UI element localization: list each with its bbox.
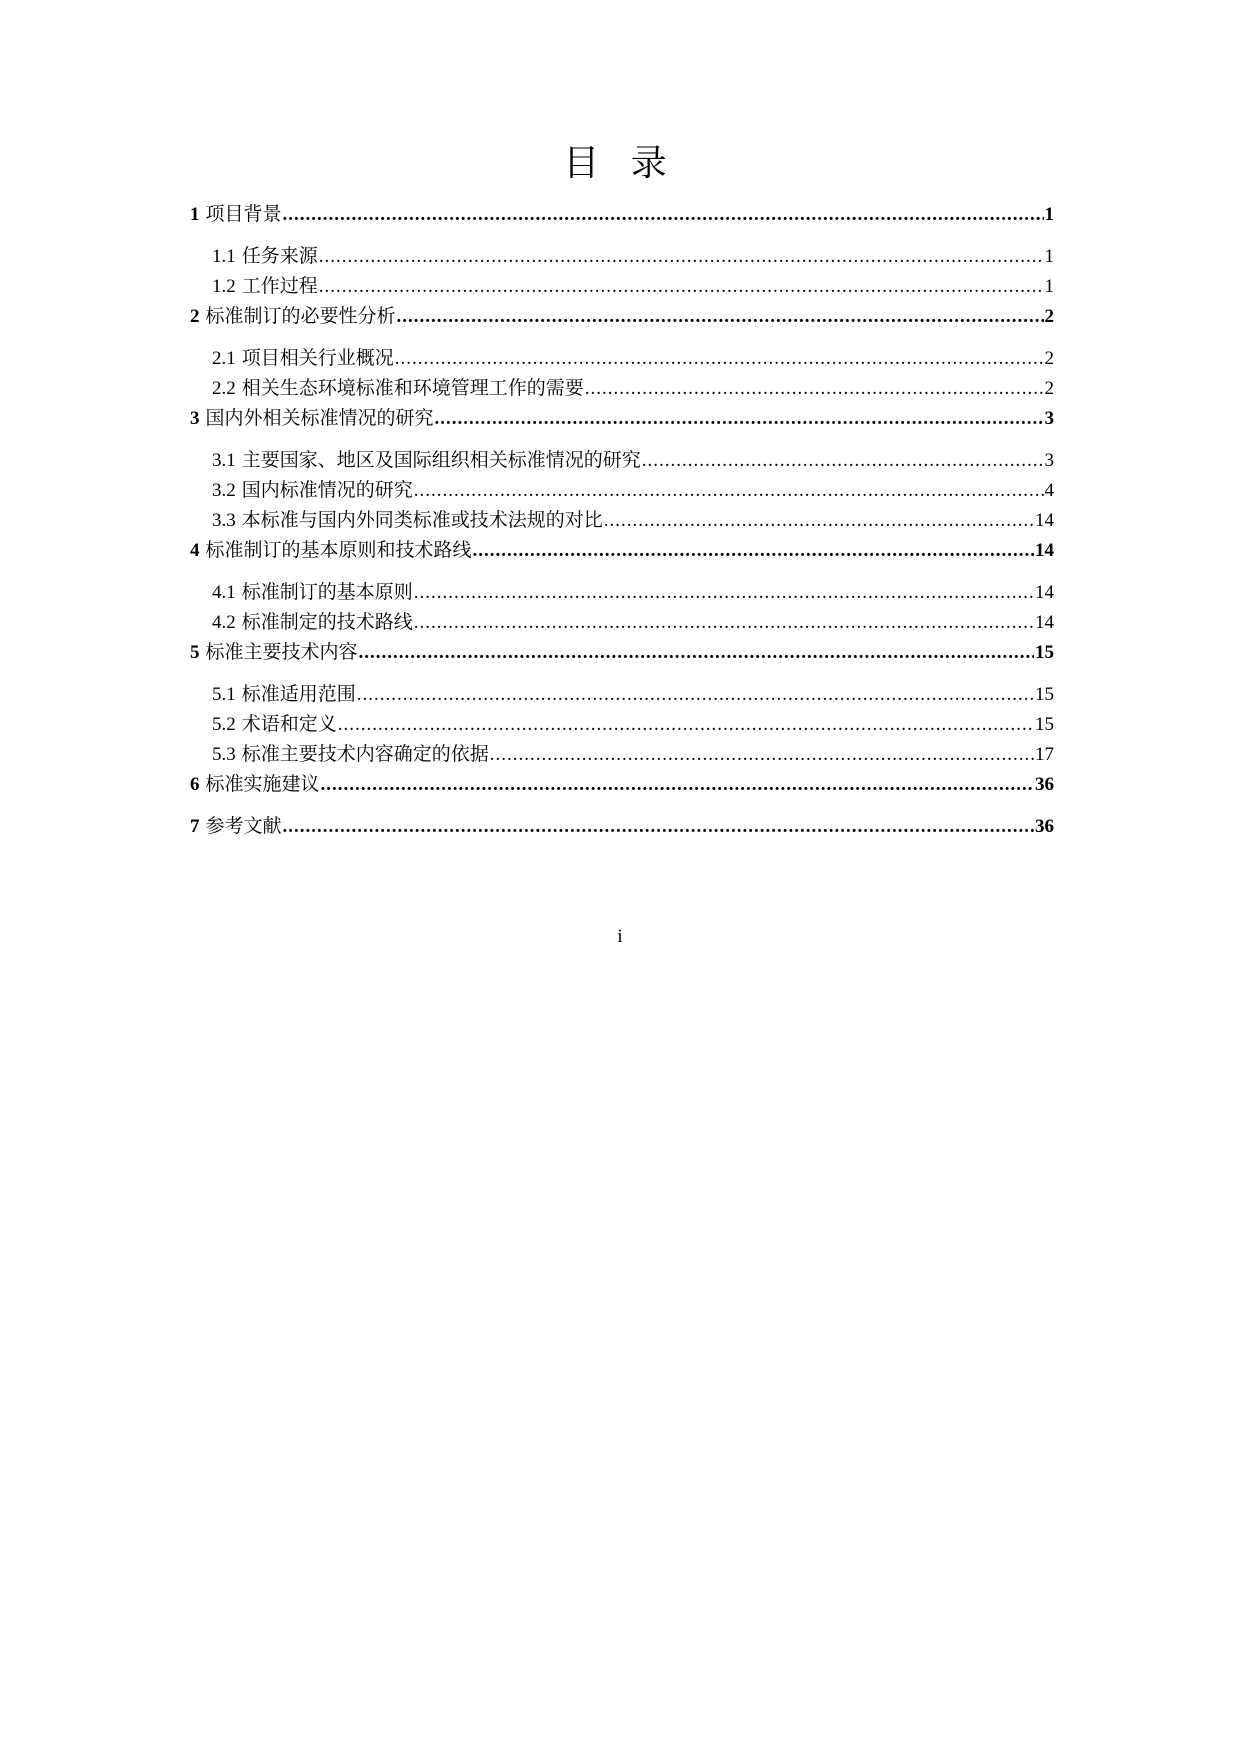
toc-entry-number: 7: [190, 816, 200, 837]
toc-entry[interactable]: [190, 740, 1054, 770]
toc-entry-label: 标准制订的基本原则和技术路线: [205, 540, 472, 561]
toc-entry-label: 项目背景: [205, 204, 282, 225]
toc-entry-page: 1: [1044, 246, 1054, 267]
toc-entry[interactable]: [190, 578, 1054, 608]
toc-entry-page: 3: [1044, 450, 1054, 471]
toc-entry-number: 2.2: [212, 378, 236, 399]
toc-entry-page: 1: [1044, 276, 1054, 297]
toc-entry-page: 15: [1035, 642, 1054, 663]
toc-entry-label: 工作过程: [241, 276, 318, 297]
toc-entry-label: 参考文献: [205, 816, 282, 837]
toc-leader-dots: [414, 578, 1034, 608]
toc-entry-page: 14: [1035, 540, 1054, 561]
toc-entry-page: 15: [1035, 684, 1054, 705]
toc-entry[interactable]: [190, 476, 1054, 506]
toc-entry[interactable]: [190, 344, 1054, 374]
toc-entry-page: 36: [1035, 774, 1054, 795]
toc-entry-number: 2.1: [212, 348, 236, 369]
toc-entry[interactable]: [190, 374, 1054, 404]
toc-entry-page: 14: [1035, 612, 1054, 633]
toc-entry-number: 6: [190, 774, 200, 795]
toc-leader-dots: [357, 680, 1034, 710]
toc-leader-dots: [414, 476, 1044, 506]
toc-entry-page: 4: [1044, 480, 1054, 501]
page-title: 目 录: [563, 143, 677, 184]
toc-entry[interactable]: [190, 680, 1054, 710]
toc-leader-dots: [283, 812, 1034, 842]
toc-entry[interactable]: [190, 506, 1054, 536]
toc-entry[interactable]: [190, 812, 1054, 842]
toc-leader-dots: [585, 374, 1044, 404]
toc-entry-label: 本标准与国内外同类标准或技术法规的对比: [241, 510, 603, 531]
toc-entry-number: 5: [190, 642, 200, 663]
toc-entry-number: 5.2: [212, 714, 236, 735]
toc-entry[interactable]: [190, 242, 1054, 272]
toc-leader-dots: [435, 404, 1044, 434]
toc-entry-number: 3: [190, 408, 200, 429]
toc-leader-dots: [642, 446, 1044, 476]
toc-entry-number: 3.3: [212, 510, 236, 531]
toc-entry-number: 3.2: [212, 480, 236, 501]
toc-entry-label: 标准制订的基本原则: [241, 582, 413, 603]
toc-entry-page: 17: [1035, 744, 1054, 765]
toc-leader-dots: [319, 272, 1044, 302]
toc-entry[interactable]: [190, 446, 1054, 476]
toc-entry-number: 4: [190, 540, 200, 561]
toc-entry-label: 国内外相关标准情况的研究: [205, 408, 434, 429]
toc-entry-label: 标准制订的必要性分析: [205, 306, 396, 327]
toc-entry-page: 1: [1044, 204, 1054, 225]
toc-entry-page: 15: [1035, 714, 1054, 735]
toc-entry-number: 1.2: [212, 276, 236, 297]
toc-entry-number: 2: [190, 306, 200, 327]
toc-entry-page: 14: [1035, 510, 1054, 531]
toc-entry[interactable]: [190, 272, 1054, 302]
table-of-contents: [190, 200, 1054, 842]
toc-entry-label: 标准适用范围: [241, 684, 356, 705]
toc-entry-page: 3: [1044, 408, 1054, 429]
toc-leader-dots: [473, 536, 1034, 566]
toc-entry-number: 4.1: [212, 582, 236, 603]
toc-entry-number: 4.2: [212, 612, 236, 633]
toc-entry-label: 项目相关行业概况: [241, 348, 394, 369]
toc-entry-page: 36: [1035, 816, 1054, 837]
toc-entry[interactable]: [190, 710, 1054, 740]
toc-leader-dots: [283, 200, 1044, 230]
toc-entry-label: 标准实施建议: [205, 774, 320, 795]
toc-leader-dots: [397, 302, 1044, 332]
toc-entry-label: 相关生态环境标准和环境管理工作的需要: [241, 378, 584, 399]
toc-entry-label: 国内标准情况的研究: [241, 480, 413, 501]
toc-entry[interactable]: [190, 770, 1054, 800]
toc-entry-number: 5.3: [212, 744, 236, 765]
toc-entry-label: 标准主要技术内容: [205, 642, 358, 663]
toc-entry[interactable]: [190, 638, 1054, 668]
page-number-footer: i: [617, 926, 623, 947]
toc-entry-label: 标准制定的技术路线: [241, 612, 413, 633]
toc-leader-dots: [604, 506, 1034, 536]
toc-entry-label: 标准主要技术内容确定的依据: [241, 744, 489, 765]
toc-entry-label: 主要国家、地区及国际组织相关标准情况的研究: [241, 450, 641, 471]
toc-entry-page: 2: [1044, 306, 1054, 327]
toc-entry-number: 5.1: [212, 684, 236, 705]
toc-entry[interactable]: [190, 404, 1054, 434]
toc-entry-number: 1: [190, 204, 200, 225]
toc-leader-dots: [319, 242, 1044, 272]
toc-leader-dots: [490, 740, 1034, 770]
toc-leader-dots: [359, 638, 1034, 668]
toc-entry-page: 14: [1035, 582, 1054, 603]
toc-entry[interactable]: [190, 608, 1054, 638]
toc-entry[interactable]: [190, 536, 1054, 566]
toc-leader-dots: [321, 770, 1034, 800]
toc-entry[interactable]: [190, 302, 1054, 332]
toc-entry-label: 任务来源: [241, 246, 318, 267]
toc-entry[interactable]: [190, 200, 1054, 230]
toc-entry-label: 术语和定义: [241, 714, 337, 735]
toc-leader-dots: [414, 608, 1034, 638]
toc-entry-page: 2: [1044, 348, 1054, 369]
toc-leader-dots: [395, 344, 1044, 374]
toc-leader-dots: [338, 710, 1034, 740]
toc-entry-page: 2: [1044, 378, 1054, 399]
toc-entry-number: 3.1: [212, 450, 236, 471]
toc-entry-number: 1.1: [212, 246, 236, 267]
